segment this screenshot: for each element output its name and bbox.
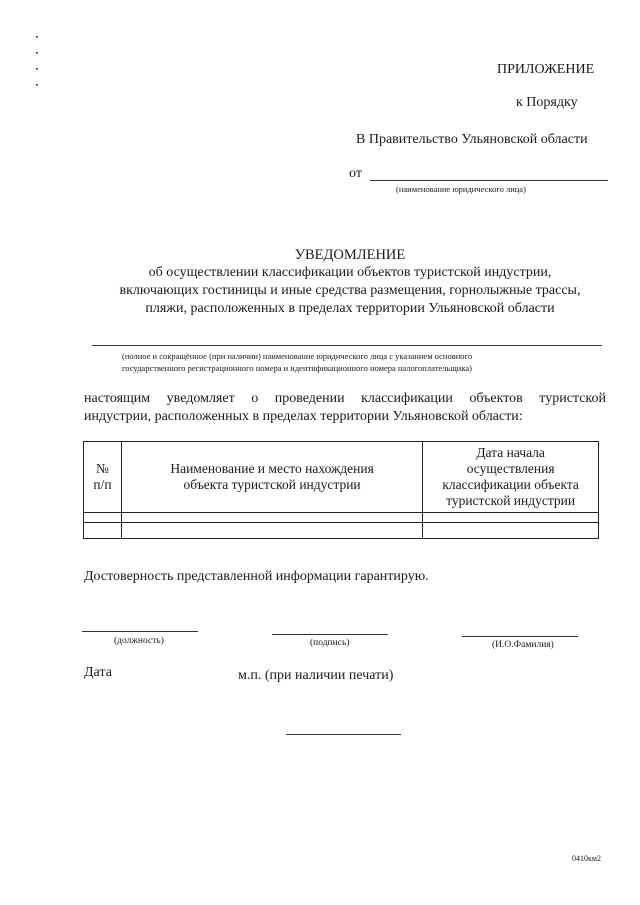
body-line-2: индустрии, расположенных в пределах территории Ульяновской области:: [84, 409, 523, 424]
header-date-line-3: классификации объекта: [442, 477, 579, 492]
footer-code: 0410км2: [572, 854, 601, 863]
signature-caption: (подпись): [310, 638, 350, 648]
from-label: от: [349, 166, 362, 181]
objects-table: [83, 441, 599, 539]
table-cell: [423, 513, 599, 523]
table-cell: [84, 513, 122, 523]
table-cell: [121, 513, 422, 523]
body-line-1: настоящим уведомляет о проведении классификации объектов туристской: [84, 391, 606, 406]
header-start-date: [423, 442, 599, 513]
from-field-line: [370, 180, 608, 181]
addressee: В Правительство Ульяновской области: [356, 132, 588, 147]
position-caption: (должность): [114, 636, 164, 646]
guarantee-statement: Достоверность представленной информации гарантирую.: [84, 569, 429, 584]
org-caption-line-1: (полное и сокращённое (при наличии) наименование юридического лица с указанием основного: [122, 351, 473, 361]
header-date-line-4: туристской индустрии: [446, 493, 576, 508]
header-number: [84, 442, 122, 513]
document-title: УВЕДОМЛЕНИЕ: [294, 247, 406, 263]
org-caption-line-2: государственного регистрационного номера и идентификационного номера налогоплательщика): [122, 363, 472, 373]
position-line: [82, 631, 198, 632]
table-cell: [423, 523, 599, 539]
table-cell: [84, 523, 122, 539]
order-reference: к Порядку: [516, 95, 578, 110]
table-row: [84, 513, 599, 523]
stamp-label: м.п. (при наличии печати): [238, 668, 394, 683]
header-number-line-2: п/п: [93, 477, 112, 492]
table-cell: [121, 523, 422, 539]
from-caption: (наименование юридического лица): [396, 184, 526, 194]
title-line-3: пляжи, расположенных в пределах территории Ульяновской области: [145, 301, 555, 316]
header-date-line-2: осуществления: [466, 461, 555, 476]
name-line: [462, 636, 578, 637]
org-name-field-line: [92, 345, 602, 346]
signature-line: [272, 634, 388, 635]
date-label: Дата: [84, 665, 112, 680]
header-object-line-1: Наименование и место нахождения: [170, 461, 374, 476]
title-line-2: включающих гостиницы и иные средства размещения, горнолыжные трассы,: [119, 283, 581, 298]
name-caption: (И.О.Фамилия): [492, 640, 554, 650]
header-object-line-2: объекта туристской индустрии: [183, 477, 361, 492]
header-date-line-1: Дата начала: [476, 445, 545, 460]
table-row: [84, 523, 599, 539]
appendix-heading: ПРИЛОЖЕНИЕ: [497, 62, 595, 77]
closing-line: [286, 734, 401, 735]
title-line-1: об осуществлении классификации объектов туристской индустрии,: [148, 265, 552, 280]
header-number-line-1: №: [96, 461, 109, 476]
table-header-row: [84, 442, 599, 513]
header-object-name: [121, 442, 422, 513]
scan-marks: [34, 36, 42, 100]
